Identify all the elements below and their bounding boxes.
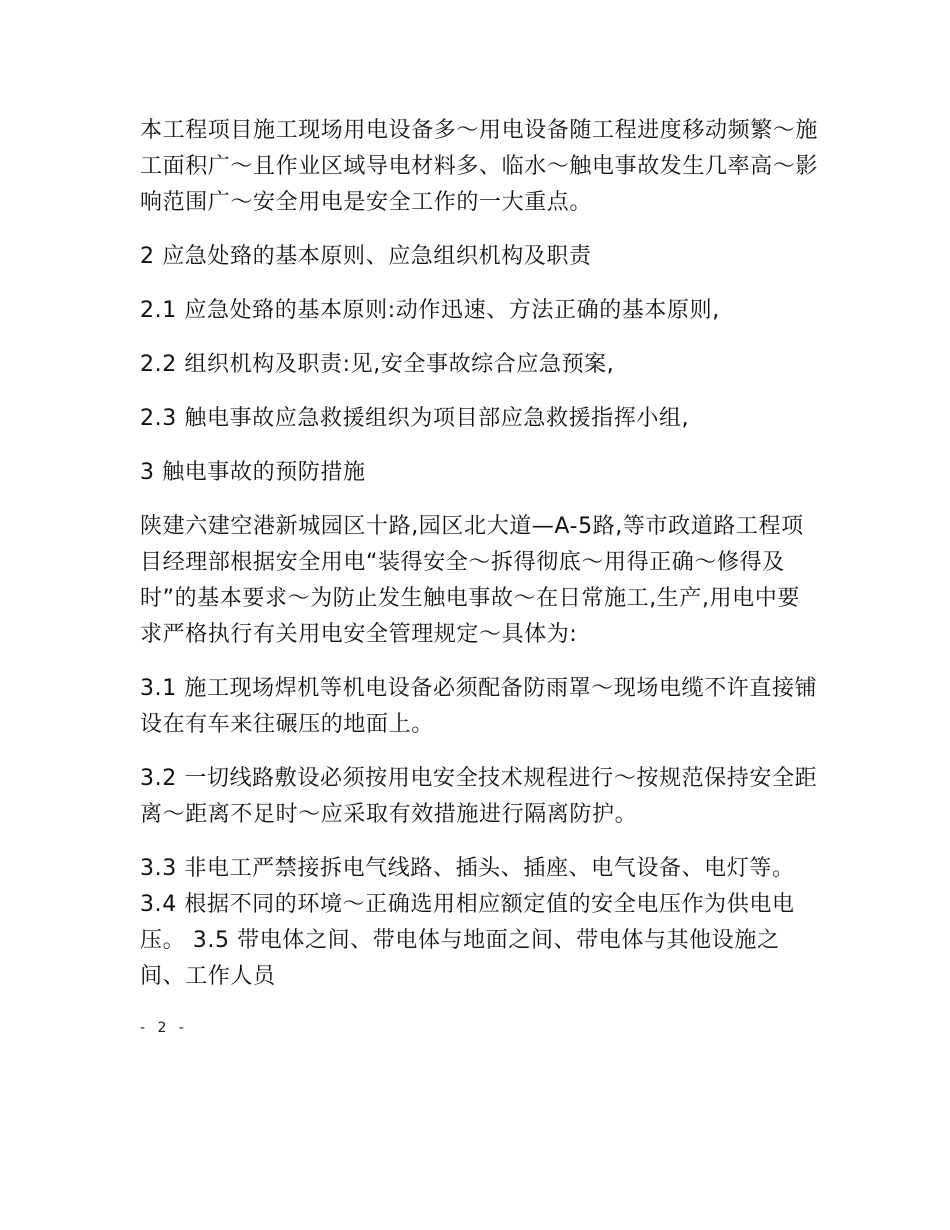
clause-3-3-to-3-5: 3.3 非电工严禁接拆电气线路、插头、插座、电气设备、电灯等。 3.4 根据不同的环境～正确选用相应额定值的安全电压作为供电电压。 3.5 带电体之间、带电体与地面之间、带电体与其他设施之间、工作人员 — [140, 856, 795, 989]
paragraph-intro: 本工程项目施工现场用电设备多～用电设备随工程进度移动频繁～施工面积广～且作业区域导电材料多、临水～触电事故发生几率高～影响范围广～安全用电是安全工作的一大重点。 — [140, 118, 819, 215]
clause-3-1: 3.1 施工现场焊机等机电设备必须配备防雨罩～现场电缆不许直接铺设在有车来往碾压的地面上。 — [140, 676, 818, 737]
clause-2-2: 2.2 组织机构及职责:见,安全事故综合应急预案, — [140, 352, 615, 377]
section-heading-3: 3 触电事故的预防措施 — [140, 460, 366, 485]
paragraph-project-requirements: 陕建六建空港新城园区十路,园区北大道—A-5路,等市政道路工程项目经理部根据安全用电“装得安全～拆得彻底～用得正确～修得及时”的基本要求～为防止发生触电事故～在日常施工,生产,用电中要求严格执行有关用电安全管理规定～具体为: — [140, 514, 804, 647]
clause-2-3: 2.3 触电事故应急救援组织为项目部应急救援指挥小组, — [140, 406, 690, 431]
page-number: - 2 - — [140, 1020, 188, 1036]
document-body — [140, 113, 820, 995]
section-heading-2: 2 应急处臵的基本原则、应急组织机构及职责 — [140, 244, 592, 269]
clause-2-1: 2.1 应急处臵的基本原则:动作迅速、方法正确的基本原则, — [140, 298, 720, 323]
clause-3-2: 3.2 一切线路敷设必须按用电安全技术规程进行～按规范保持安全距离～距离不足时～应采取有效措施进行隔离防护。 — [140, 766, 818, 827]
